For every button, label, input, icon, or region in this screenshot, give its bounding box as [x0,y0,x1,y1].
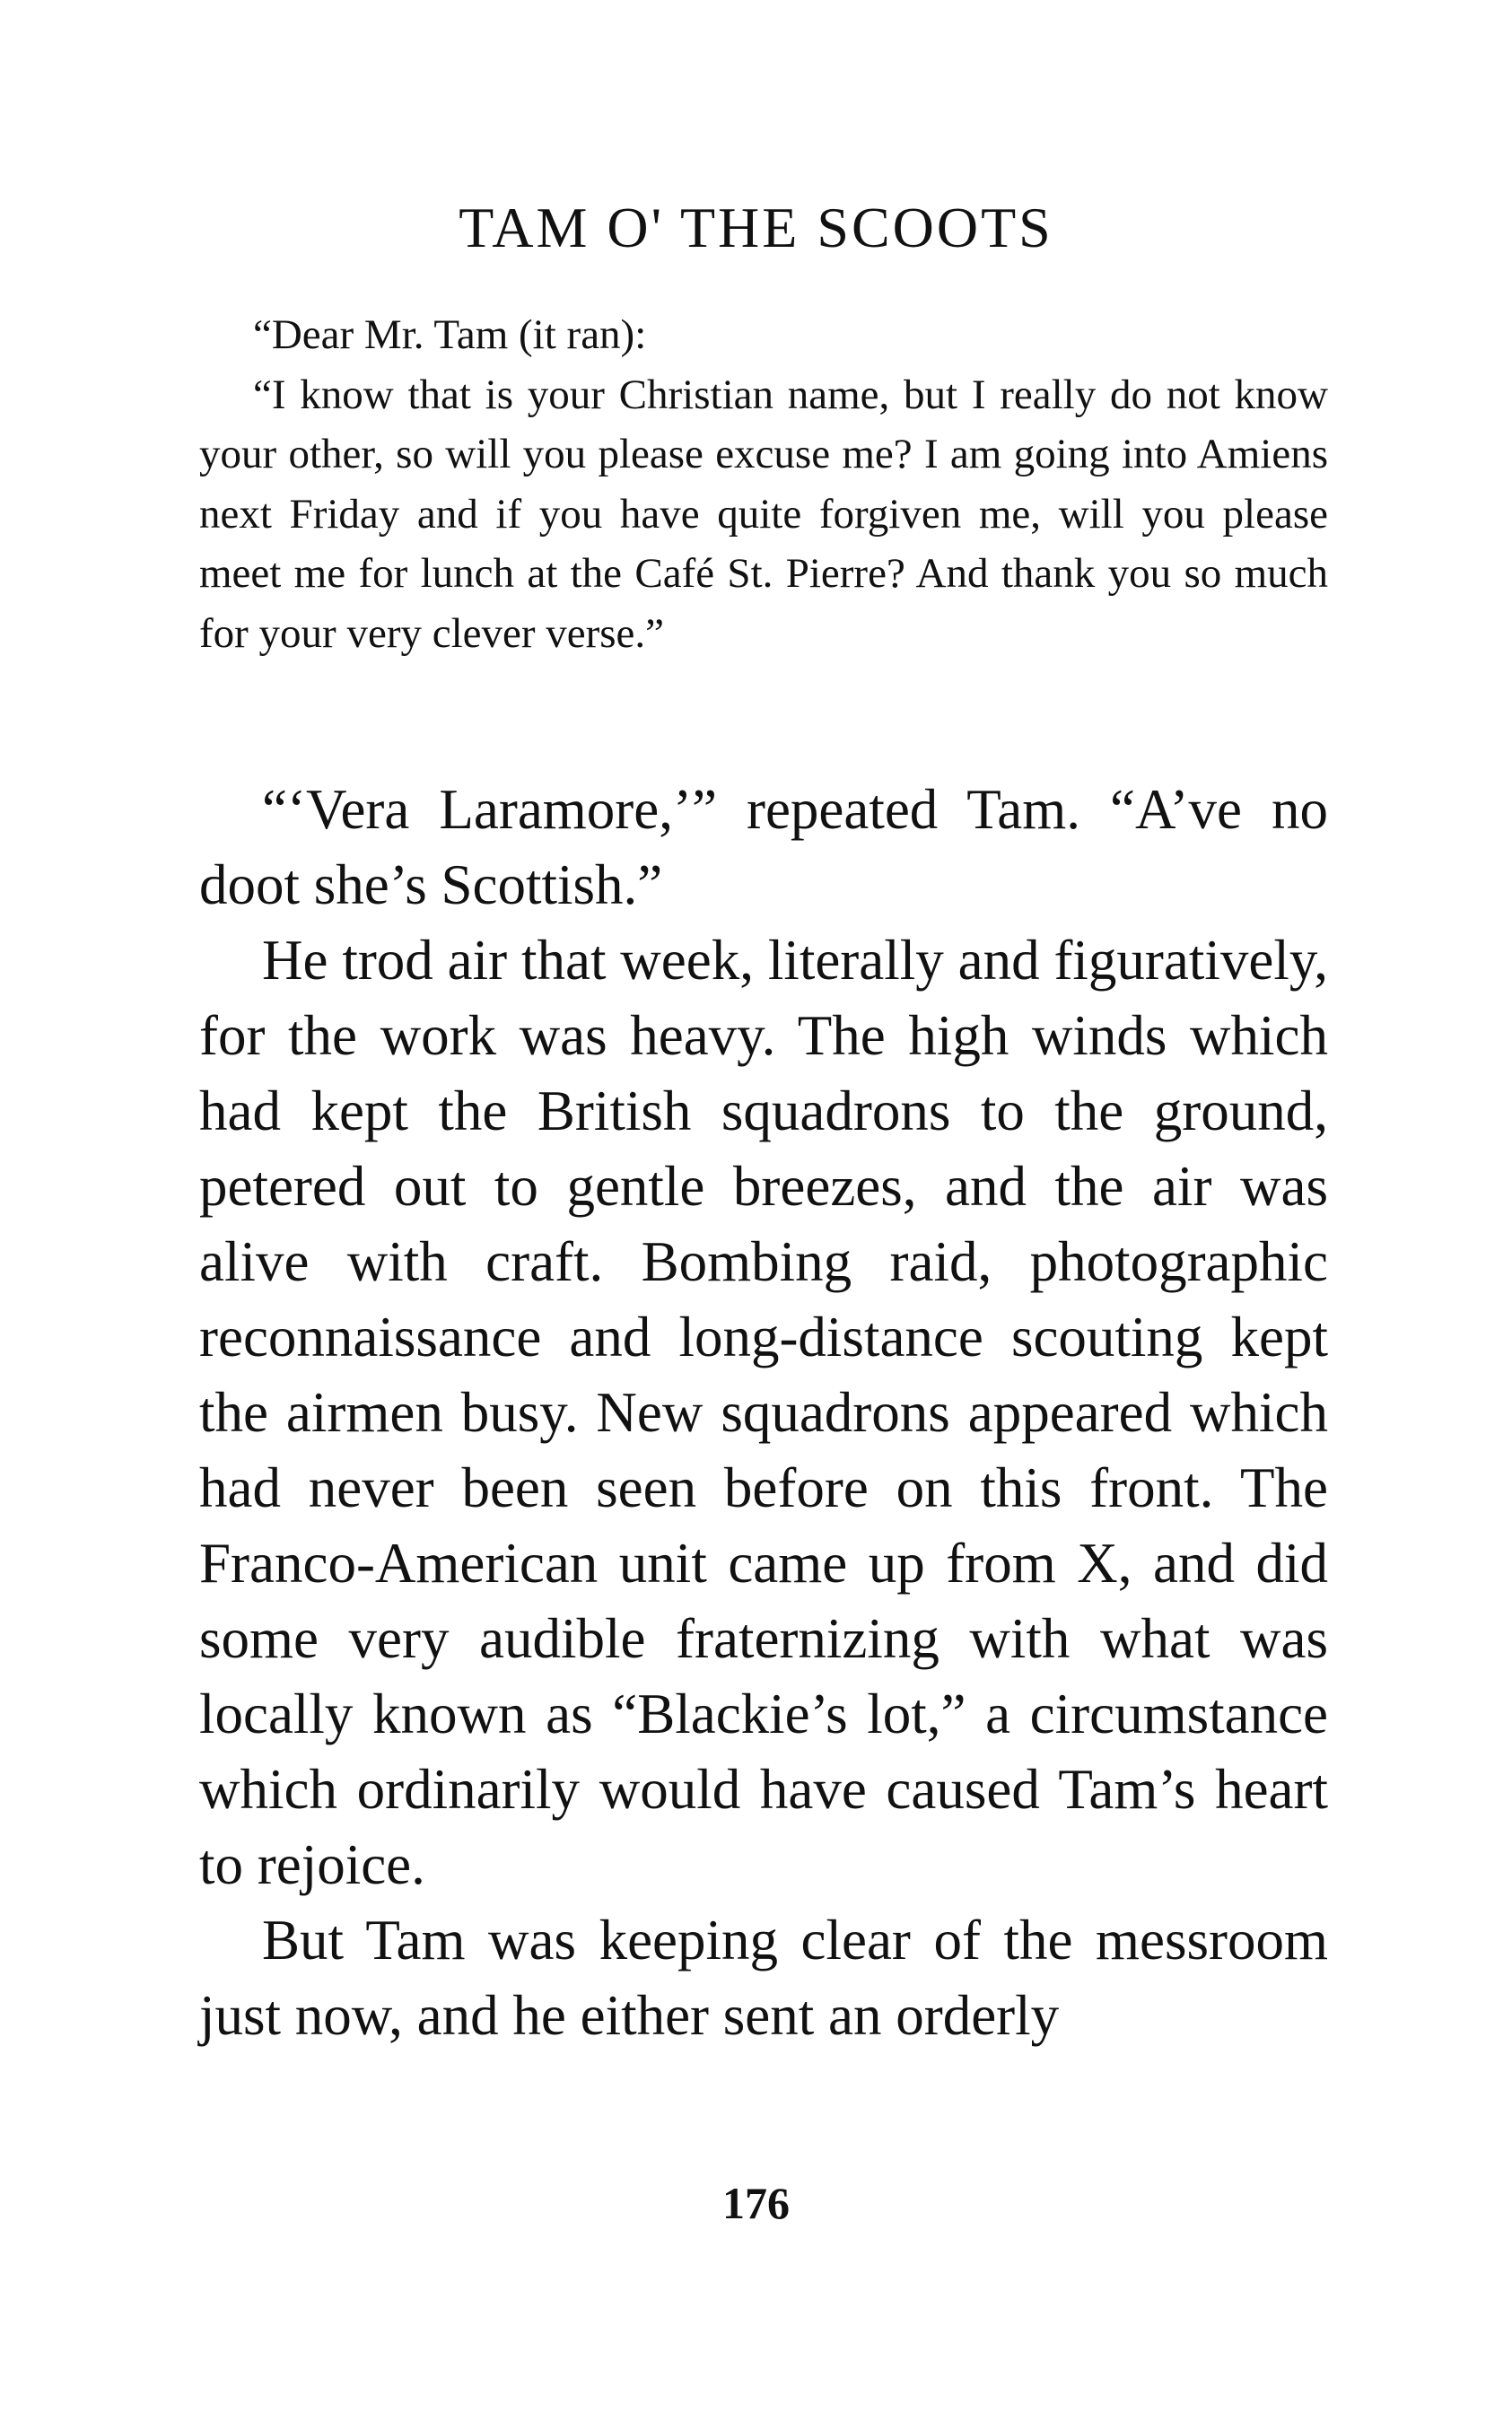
page-number: 176 [722,2178,790,2228]
letter-salutation: “Dear Mr. Tam (it ran): [253,311,647,358]
running-head: TAM O' THE SCOOTS [459,196,1053,259]
paragraph-main: He trod air that week, literally and figuratively, for the work was heavy. The high winds which had kept the British squadrons to the ground, petered out to gentle breezes, and the air was alive with craft. Bombing raid, photographic reconnaissance and long-distance scouting kept the airmen busy. New squadrons appeared which had never been seen before on this front. The Franco-American unit came up from X, and did some very audible fraternizing with what was locally known as “Blackie’s lot,” a circumstance which ordinarily would have caused Tam’s heart to rejoice. [199,929,1328,1896]
letter-block [199,305,1328,663]
paragraph-closing: But Tam was keeping clear of the messroom just now, and he either sent an orderly [199,1909,1328,2047]
paragraph-quote: “‘Vera Laramore,’” repeated Tam. “A’ve no doot she’s Scottish.” [199,778,1328,916]
letter-body: “I know that is your Christian name, but I really do not know your other, so will you please excuse me? I am going into Amiens next Friday and if you have quite forgiven me, will you please meet me for lunch at the Café St. Pierre? And thank you so much for your very clever verse.” [199,371,1328,657]
narrative-text [199,772,1328,2053]
